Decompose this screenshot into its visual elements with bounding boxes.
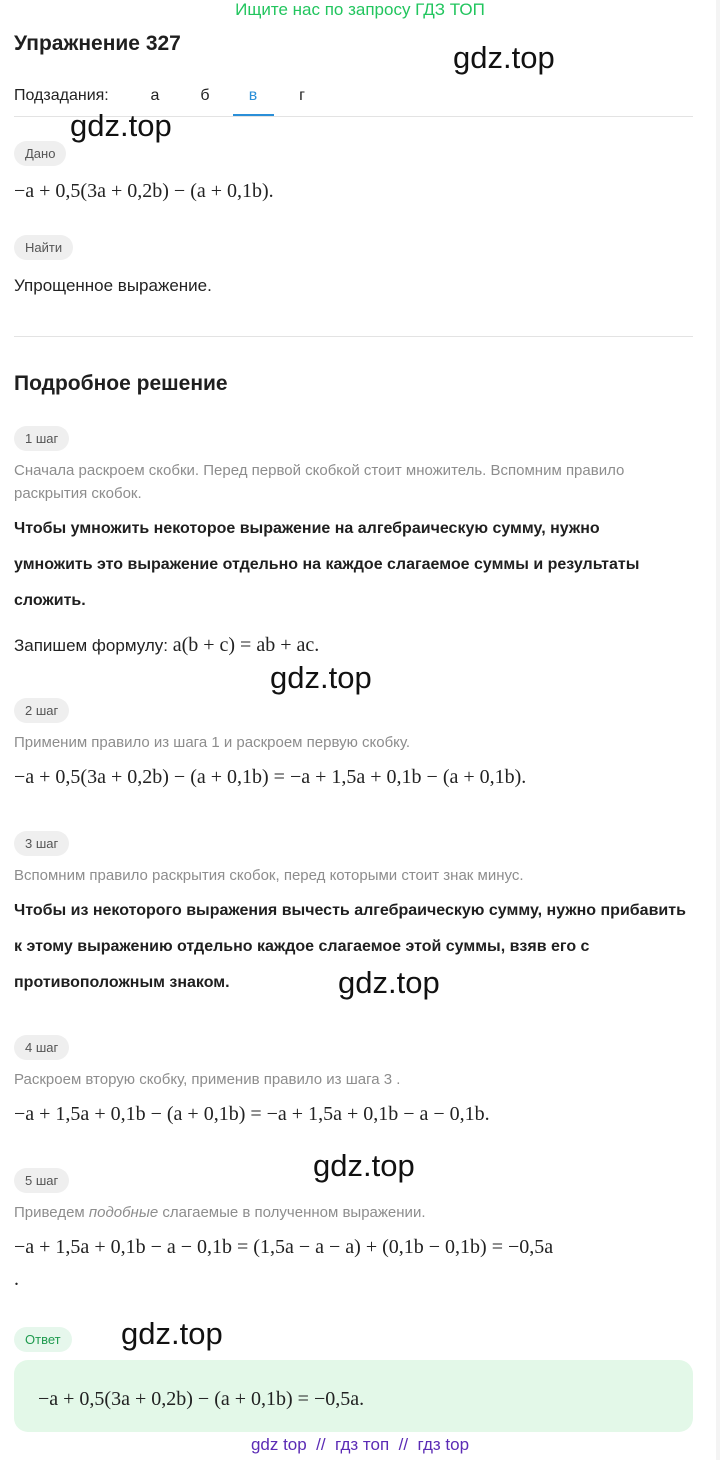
given-badge: Дано <box>14 141 66 166</box>
formula-line <box>14 634 319 657</box>
step-expression: −a + 1,5a + 0,1b − (a + 0,1b) = −a + 1,5a + 0,1b − a − 0,1b. <box>14 1103 490 1125</box>
step-note: Раскроем вторую скобку, применив правило из шага 3 . <box>14 1071 401 1088</box>
step-expression-tail: . <box>14 1268 19 1290</box>
page-title: Упражнение 327 <box>14 32 181 55</box>
step-note: Применим правило из шага 1 и раскроем первую скобку. <box>14 734 411 751</box>
step-badge: 2 шаг <box>14 698 69 723</box>
step-note-post: слагаемые в полученном выражении. <box>158 1204 426 1221</box>
tab-a[interactable]: а <box>150 87 160 104</box>
footer-links[interactable]: gdz top // гдз топ // гдз top <box>250 1435 470 1454</box>
top-banner[interactable]: Ищите нас по запросу ГДЗ ТОП <box>235 0 485 19</box>
step-badge: 4 шаг <box>14 1035 69 1060</box>
step-badge: 1 шаг <box>14 426 69 451</box>
right-edge-strip <box>716 0 720 1460</box>
given-expression: −a + 0,5(3a + 0,2b) − (a + 0,1b). <box>14 180 274 202</box>
watermark: gdz.top <box>313 1148 415 1183</box>
tab-g[interactable]: г <box>299 87 305 104</box>
watermark: gdz.top <box>338 965 440 1000</box>
answer-badge: Ответ <box>14 1327 72 1352</box>
watermark: gdz.top <box>270 660 372 695</box>
formula: a(b + c) = ab + ac. <box>172 634 320 656</box>
step-rule: Чтобы умножить некоторое выражение на алгебраическую сумму, нужно умножить это выражение отдельно на каждое слагаемое суммы и результаты сложить. <box>14 520 640 609</box>
step-badge: 3 шаг <box>14 831 69 856</box>
step-note-emphasis: подобные <box>88 1204 159 1221</box>
step-rule: Чтобы из некоторого выражения вычесть алгебраическую сумму, нужно прибавить к этому выражению отдельно каждое слагаемое этой суммы, взяв его с противоположным знаком. <box>14 902 686 991</box>
step-badge: 5 шаг <box>14 1168 69 1193</box>
step-note: Сначала раскроем скобки. Перед первой скобкой стоит множитель. Вспомним правило раскрытия скобок. <box>14 462 625 502</box>
step-note-pre: Приведем <box>14 1204 89 1221</box>
watermark: gdz.top <box>121 1316 223 1351</box>
tab-v-active[interactable]: в <box>248 87 258 104</box>
find-text: Упрощенное выражение. <box>14 276 212 295</box>
step-note <box>14 1201 426 1224</box>
section-divider <box>14 336 693 337</box>
step-expression: −a + 0,5(3a + 0,2b) − (a + 0,1b) = −a + 1,5a + 0,1b − (a + 0,1b). <box>14 766 527 788</box>
find-badge: Найти <box>14 235 73 260</box>
subtasks-label: Подзадания: <box>14 87 109 104</box>
formula-prefix: Запишем формулу: <box>14 636 173 655</box>
watermark: gdz.top <box>453 40 555 75</box>
tab-b[interactable]: б <box>200 87 210 104</box>
solution-title: Подробное решение <box>14 372 228 395</box>
answer-expression: −a + 0,5(3a + 0,2b) − (a + 0,1b) = −0,5a. <box>38 1388 365 1410</box>
step-note: Вспомним правило раскрытия скобок, перед которыми стоит знак минус. <box>14 867 524 884</box>
watermark: gdz.top <box>70 108 172 143</box>
step-expression: −a + 1,5a + 0,1b − a − 0,1b = (1,5a − a − a) + (0,1b − 0,1b) = −0,5a <box>14 1236 554 1258</box>
